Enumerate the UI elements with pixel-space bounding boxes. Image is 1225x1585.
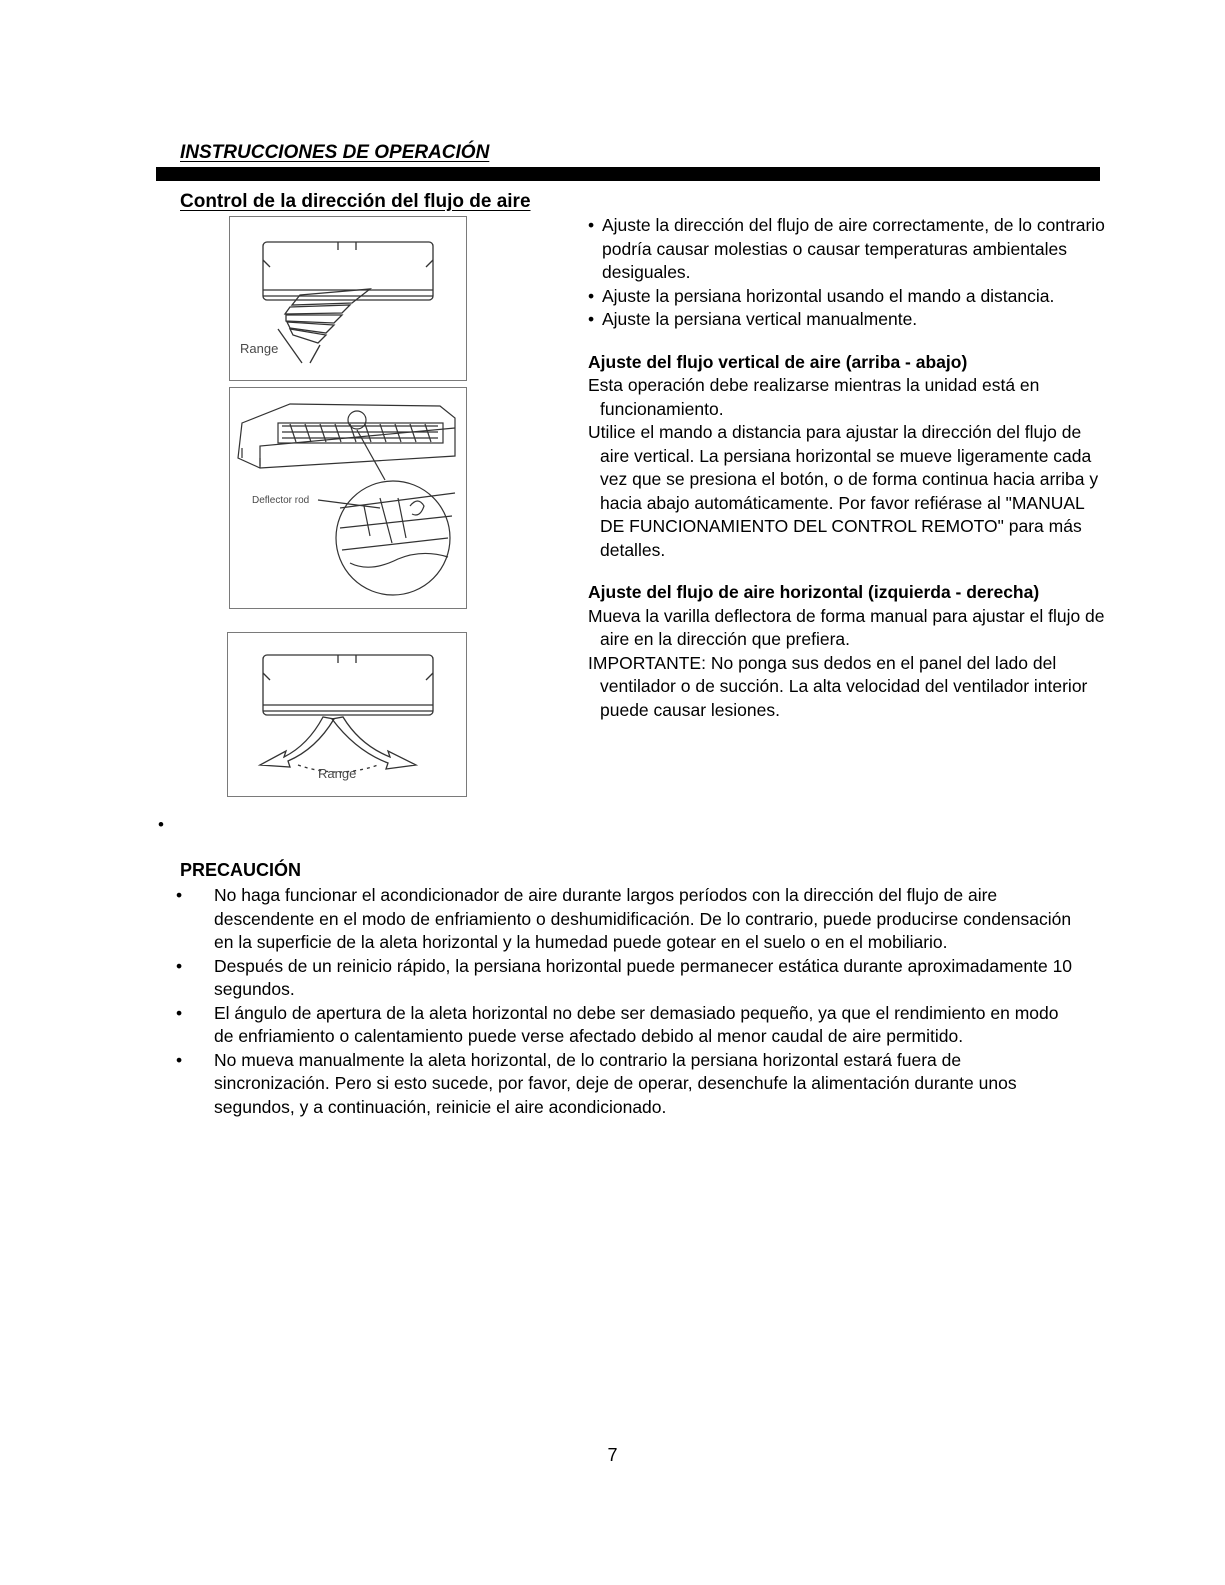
vertical-flow-text-2: Utilice el mando a distancia para ajustar la dirección del flujo de aire vertical. La persiana horizontal se mueve ligeramente cada vez que se presiona el botón, o de forma continua hacia arriba y hacia abajo automáticamente. Por favor refiérase al "MANUAL DE FUNCIONAMIENTO DEL CONTROL REMOTO" para más detalles. — [588, 422, 1099, 560]
subtitle: Control de la dirección del flujo de aire — [180, 191, 531, 212]
caution-list — [176, 884, 1076, 1119]
right-column — [588, 214, 1108, 722]
caution-item: • No mueva manualmente la aleta horizontal, de lo contrario la persiana horizontal estará fuera de sincronización. Pero si esto sucede, por favor, deje de operar, desenchufe la alimentación durante unos segundos, y a continuación, reinicie el aire acondicionado. — [176, 1049, 1076, 1120]
horizontal-flow-text-1: Mueva la varilla deflectora de forma manual para ajustar el flujo de aire en la dirección que prefiera. — [588, 605, 1105, 649]
bullet-horizontal-louver: • Ajuste la persiana horizontal usando el mando a distancia. — [588, 285, 1108, 309]
vertical-flow-text-1: Esta operación debe realizarse mientras la unidad está en funcionamiento. — [588, 375, 1040, 419]
important-text: : No ponga sus dedos en el panel del lado del ventilador o de succión. La alta velocidad del ventilador interior puede causar lesiones. — [600, 652, 1088, 720]
caution-item: • Después de un reinicio rápido, la persiana horizontal puede permanecer estática durante aproximadamente 10 segundos. — [176, 955, 1076, 1002]
caution-title: PRECAUCIÓN — [180, 860, 302, 880]
horizontal-flow-heading: Ajuste del flujo de aire horizontal (izquierda - derecha) — [588, 582, 1040, 602]
bullet-vertical-louver: • Ajuste la persiana vertical manualmente. — [588, 308, 1108, 332]
header-rule — [156, 167, 1100, 181]
figure1-range-label: Range — [240, 341, 279, 356]
important-note — [588, 652, 1108, 723]
vertical-flow-heading: Ajuste del flujo vertical de aire (arriba - abajo) — [588, 351, 968, 372]
figure-horizontal-range — [227, 632, 467, 797]
caution-item: • El ángulo de apertura de la aleta horizontal no debe ser demasiado pequeño, ya que el rendimiento en modo de enfriamiento o calentamiento puede verse afectado debido al menor caudal de aire permitido. — [176, 1002, 1076, 1049]
stray-bullet: • — [158, 815, 164, 834]
important-label: IMPORTANTE — [588, 652, 702, 673]
section-title: INSTRUCCIONES DE OPERACIÓN — [180, 142, 490, 163]
page-number: 7 — [607, 1445, 618, 1465]
figure-deflector-rod — [229, 387, 467, 609]
figure-vertical-range — [229, 216, 467, 381]
bullet-airflow-direction: • Ajuste la dirección del flujo de aire correctamente, de lo contrario podría causar molestias o causar temperaturas ambientales desiguales. — [588, 214, 1108, 285]
figure3-range-label: Range — [318, 766, 357, 781]
caution-item: • No haga funcionar el acondicionador de aire durante largos períodos con la dirección del flujo de aire descendente en el modo de enfriamiento o deshumidificación. De lo contrario, puede producirse condensación en la superficie de la aleta horizontal y la humedad puede gotear en el suelo o en el mobiliario. — [176, 884, 1076, 955]
figure2-deflector-label: Deflector rod — [252, 495, 310, 506]
